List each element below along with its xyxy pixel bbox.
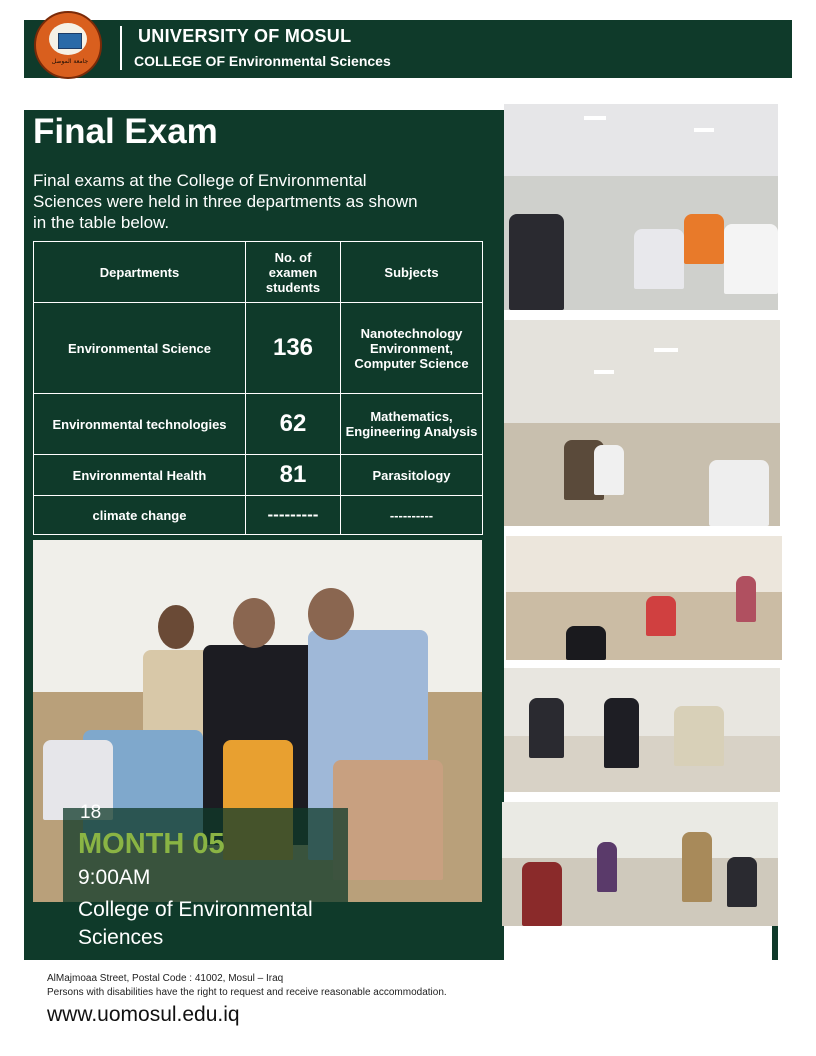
university-logo <box>34 11 102 79</box>
footer-accessibility: Persons with disabilities have the right to request and receive reasonable accommodation. <box>47 987 447 998</box>
department-cell: Environmental technologies <box>34 394 246 455</box>
panel-edge <box>772 926 778 960</box>
subjects-cell: Mathematics, Engineering Analysis <box>341 394 483 455</box>
event-month: MONTH 05 <box>78 828 225 860</box>
header-departments: Departments <box>34 242 246 303</box>
event-day: 18 <box>80 802 102 823</box>
footer-website-link[interactable]: www.uomosul.edu.iq <box>47 1003 240 1026</box>
exam-hall-photo-2 <box>504 320 780 526</box>
header-divider <box>120 26 122 70</box>
exam-hall-photo-4 <box>504 668 780 792</box>
department-cell: climate change <box>34 496 246 535</box>
students-cell: --------- <box>246 496 341 535</box>
header-students: No. of examen students <box>246 242 341 303</box>
university-name: UNIVERSITY OF MOSUL <box>138 26 352 46</box>
department-cell: Environmental Science <box>34 303 246 394</box>
table-header-row <box>34 242 483 303</box>
college-name: COLLEGE OF Environmental Sciences <box>134 53 391 69</box>
students-cell: 81 <box>246 455 341 496</box>
exam-table <box>33 241 483 535</box>
department-cell: Environmental Health <box>34 455 246 496</box>
header-bar <box>24 20 792 78</box>
table-row <box>34 394 483 455</box>
subjects-cell: Nanotechnology Environment, Computer Science <box>341 303 483 394</box>
students-cell: 136 <box>246 303 341 394</box>
event-place: College of Environmental Sciences <box>78 898 313 949</box>
table-row <box>34 455 483 496</box>
event-time: 9:00AM <box>78 866 151 889</box>
exam-hall-photo-3 <box>506 536 782 660</box>
students-cell: 62 <box>246 394 341 455</box>
exam-hall-photo-1 <box>504 104 778 310</box>
subjects-cell: Parasitology <box>341 455 483 496</box>
footer-address: AlMajmoaa Street, Postal Code : 41002, Mosul – Iraq <box>47 973 284 984</box>
subjects-cell: ---------- <box>341 496 483 535</box>
table-row <box>34 303 483 394</box>
logo-text: جامعة الموصل <box>51 58 89 65</box>
header-subjects: Subjects <box>341 242 483 303</box>
intro-text: Final exams at the College of Environmental Sciences were held in three departments as shown in the table below. <box>33 171 418 232</box>
exam-hall-photo-5 <box>502 802 778 926</box>
table-row <box>34 496 483 535</box>
page-title: Final Exam <box>33 112 218 151</box>
logo-book-icon <box>58 33 82 49</box>
